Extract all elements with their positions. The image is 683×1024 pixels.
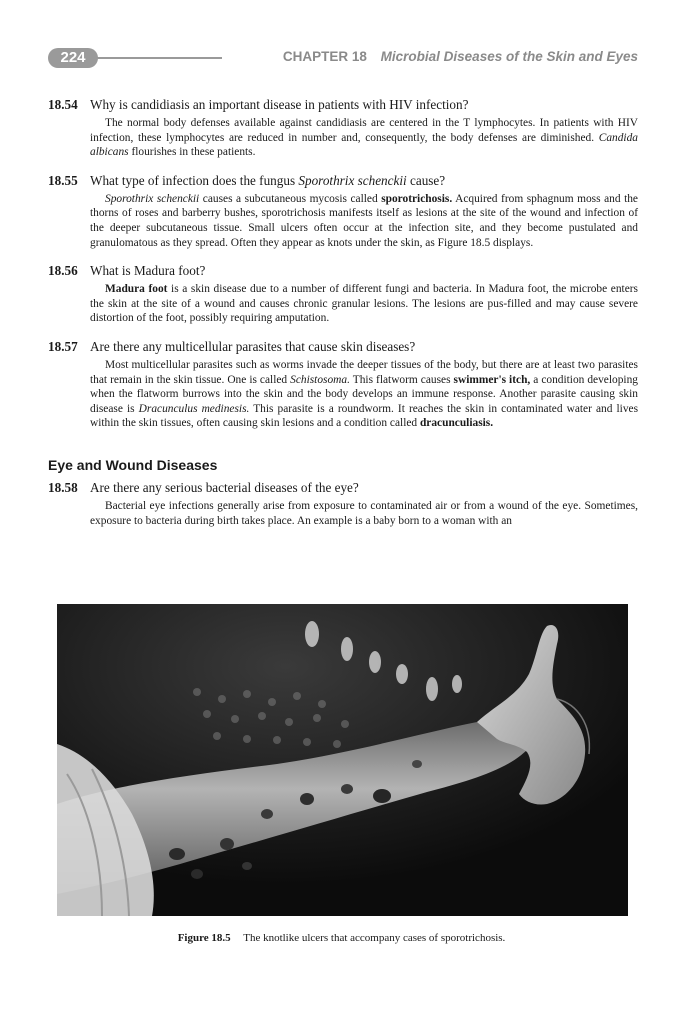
arm-lesions-photo — [57, 604, 628, 916]
answer-text — [48, 358, 638, 431]
text-run: The normal body defenses available against candidiasis are centered in the T lymphocytes. In patients with HIV infection, these lymphocytes are reduced in number and, consequently, the body defenses are diminished. — [90, 117, 638, 144]
qa-18-54 — [48, 96, 638, 160]
text-run: flourishes in these patients. — [128, 146, 256, 159]
page-header — [48, 46, 638, 72]
text-run: dracunculiasis. — [419, 417, 494, 430]
qa-18-57 — [48, 338, 638, 431]
figure-caption-text: The knotlike ulcers that accompany cases of sporotrichosis. — [243, 932, 506, 944]
section-heading: Eye and Wound Diseases — [48, 456, 218, 473]
question — [48, 338, 638, 355]
text-run: cause? — [406, 172, 446, 188]
question — [48, 262, 638, 279]
qa-18-55 — [48, 172, 638, 250]
question — [48, 96, 638, 113]
text-run: Acquired from sphagnum moss and the thorns of roses and barberry bushes, sporotrichosis manifests itself as lesions at the site of the wound and infection of the deeper subcutaneous tissue. Small ulcers often occur at the infection site, and they become pustulated and granulomatous as they spread. Often they appear as knots under the skin, as Figure 18.5 displays. — [90, 192, 638, 249]
text-run: is a skin disease due to a number of different fungi and bacteria. In Madura foot, the microbe enters the skin at the site of a wound and causes chronic granular lesions. The lesions are pus-filled and may cause severe distortion of the foot, possibly requiring amputation. — [90, 283, 638, 325]
text-run: a condition developing when the flatworm burrows into the skin and the body develops an immune response. Another parasite causing skin disease is — [90, 373, 638, 415]
text-run: Dracunculus medinesis. — [138, 402, 250, 415]
question-number: 18.55 — [48, 172, 78, 188]
question-number: 18.58 — [48, 479, 78, 495]
question-text — [90, 173, 445, 188]
answer-text — [48, 192, 638, 250]
text-run: Sporothrix schenckii — [105, 192, 200, 205]
question-text: Why is candidiasis an important disease in patients with HIV infection? — [90, 97, 469, 112]
text-run: Bacterial eye infections generally arise from exposure to contaminated air or from a wound of the eye. Sometimes, exposure to bacteria during birth takes place. An example is a baby born to a woman with an — [90, 499, 638, 527]
figure-photo — [57, 604, 628, 916]
question-number: 18.54 — [48, 97, 78, 112]
chapter-label: CHAPTER 18 — [282, 49, 367, 64]
question-number: 18.57 — [48, 338, 78, 354]
text-run: Candida albicans — [90, 131, 638, 159]
text-run: swimmer's itch, — [453, 373, 531, 386]
text-run: Most multicellular parasites such as worms invade the deeper tissues of the body, but there are at least two parasites that remain in the skin tissue. One is called — [90, 358, 638, 386]
text-run: Schistosoma. — [290, 373, 350, 386]
text-run: What type of infection does the fungus — [90, 172, 299, 188]
page-number: 224 — [48, 48, 98, 68]
qa-18-58 — [48, 479, 638, 528]
figure-caption — [0, 932, 683, 944]
figure-label: Figure 18.5 — [177, 932, 231, 944]
chapter-subject: Microbial Diseases of the Skin and Eyes — [380, 49, 638, 64]
text-run: This parasite is a roundworm. It reaches the skin in contaminated water and lives within the skin tissues, often causing skin lesions and a condition called — [90, 402, 639, 430]
chapter-title — [283, 49, 638, 64]
text-run: causes a subcutaneous mycosis called — [199, 192, 382, 205]
text-run: Madura foot — [105, 283, 168, 296]
text-run: Sporothrix schenckii — [298, 172, 407, 188]
answer-text — [48, 499, 638, 528]
question-text: What is Madura foot? — [90, 263, 206, 279]
qa-18-56 — [48, 262, 638, 326]
answer-text — [48, 116, 638, 160]
text-run: sporotrichosis. — [381, 192, 453, 205]
header-rule — [96, 57, 222, 59]
question-text: Are there any multicellular parasites that cause skin diseases? — [90, 338, 416, 354]
question — [48, 479, 638, 496]
question — [48, 172, 638, 189]
text-run: This flatworm causes — [349, 373, 454, 386]
page-body — [48, 96, 638, 540]
question-number: 18.56 — [48, 263, 78, 279]
answer-text — [48, 282, 638, 326]
question-text: Are there any serious bacterial diseases of the eye? — [90, 479, 359, 495]
